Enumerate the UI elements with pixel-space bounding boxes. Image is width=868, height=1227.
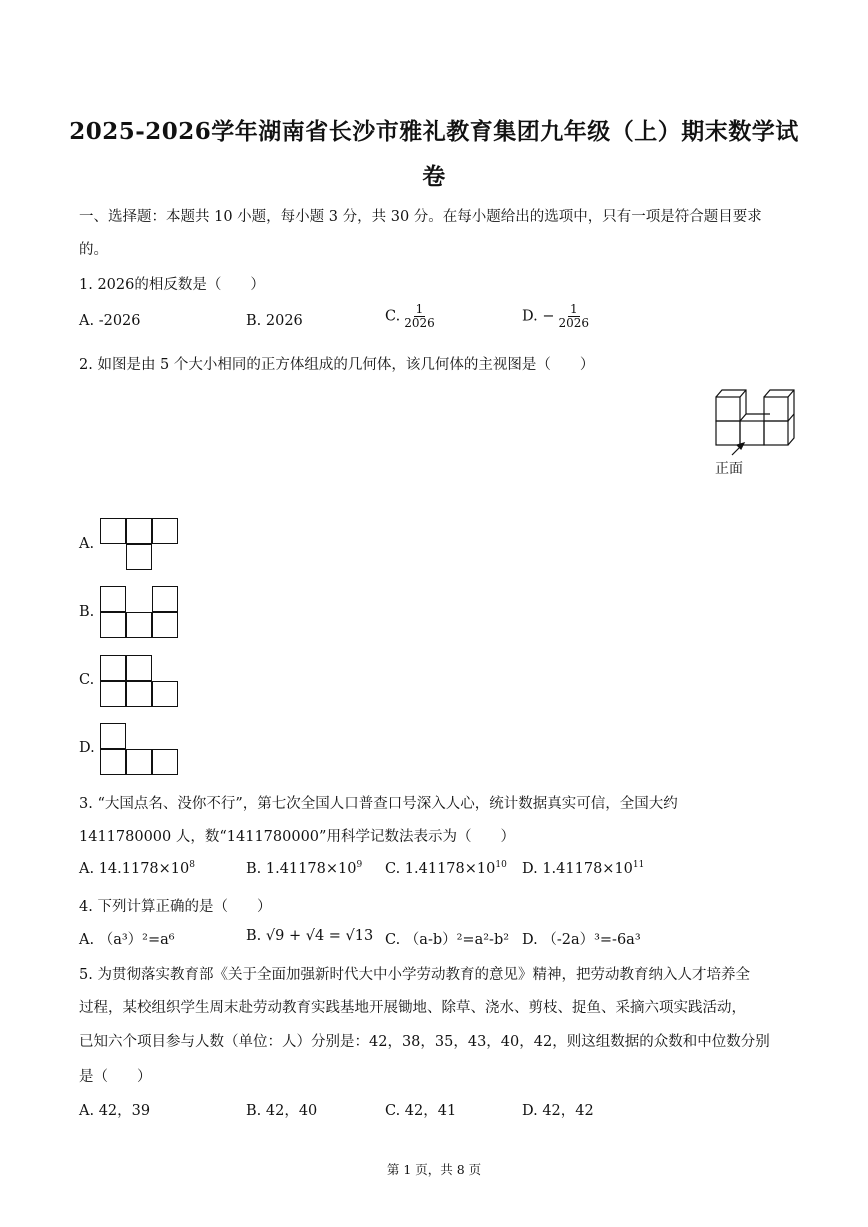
exam-title-line1: 2025-2026学年湖南省长沙市雅礼教育集团九年级（上）期末数学试 bbox=[69, 118, 799, 145]
q3-option-a: A. $14.1178\times 10^8$ bbox=[79, 860, 195, 877]
q3-stem-line1: 3. “大国点名、没你不行”，第七次全国人口普查口号深入人心，统计数据真实可信，全国大约 bbox=[79, 796, 678, 812]
q1-option-a: A. -2026 bbox=[79, 313, 141, 329]
q5-stem-line3: 已知六个项目参与人数（单位：人）分别是：42，38，35，43，40，42，则这组数据的众数和中位数分别 bbox=[79, 1034, 770, 1050]
q2-option-b-label: B. bbox=[79, 604, 95, 620]
q1-option-b: B. 2026 bbox=[246, 313, 303, 329]
front-view-label: 正面 bbox=[715, 461, 743, 477]
q2-stem: 2. 如图是由 5 个大小相同的正方体组成的几何体，该几何体的主视图是（ ） bbox=[79, 357, 595, 373]
q5-option-c: C. 42，41 bbox=[385, 1103, 457, 1119]
q5-option-a: A. 42，39 bbox=[79, 1103, 151, 1119]
q5-option-b: B. 42，40 bbox=[246, 1103, 318, 1119]
q3-option-c: C. $1.41178\times 10^{10}$ bbox=[385, 860, 507, 877]
section-heading-line2: 的。 bbox=[79, 242, 108, 258]
q2-option-a-label: A. bbox=[79, 536, 95, 552]
q5-stem-line1: 5. 为贯彻落实教育部《关于全面加强新时代大中小学劳动教育的意见》精神，把劳动教育纳入人才培养全 bbox=[79, 967, 750, 983]
q2-option-d-label: D. bbox=[79, 740, 95, 756]
q5-stem-line2: 过程，某校组织学生周末赴劳动教育实践基地开展锄地、除草、浇水、剪枝、捉鱼、采摘六项实践活动， bbox=[79, 1000, 746, 1016]
q4-option-c: C. （a-b）²=a²-b² bbox=[385, 932, 510, 948]
exam-title-line2: 卷 bbox=[422, 163, 446, 190]
q4-option-d: D. （-2a）³=-6a³ bbox=[522, 932, 641, 948]
q1-stem: 1. 2026的相反数是（ ） bbox=[79, 277, 265, 293]
q5-option-d: D. 42，42 bbox=[522, 1103, 594, 1119]
q4-option-b: B. √9 + √4 = √13 bbox=[246, 928, 374, 944]
q3-option-b: B. $1.41178\times 10^9$ bbox=[246, 860, 363, 877]
q3-option-d: D. $1.41178\times 10^{11}$ bbox=[522, 860, 645, 877]
q2-option-c-label: C. bbox=[79, 672, 95, 688]
q5-stem-line4: 是（ ） bbox=[79, 1069, 152, 1085]
q4-option-a: A. （a³）²=a⁶ bbox=[79, 932, 175, 948]
q1-option-d: D. − $\frac{1}{2026}$ bbox=[522, 302, 590, 330]
page-footer: 第 1 页，共 8 页 bbox=[386, 1162, 482, 1177]
q4-stem: 4. 下列计算正确的是（ ） bbox=[79, 899, 272, 915]
q3-stem-line2: 1411780000 人，数“1411780000”用科学记数法表示为（ ） bbox=[79, 829, 515, 845]
q1-option-c: C. $\frac{1}{2026}$ bbox=[385, 302, 435, 330]
section-heading-line1: 一、选择题：本题共 10 小题，每小题 3 分，共 30 分。在每小题给出的选项中，只有一项是符合题目要求 bbox=[79, 209, 762, 225]
